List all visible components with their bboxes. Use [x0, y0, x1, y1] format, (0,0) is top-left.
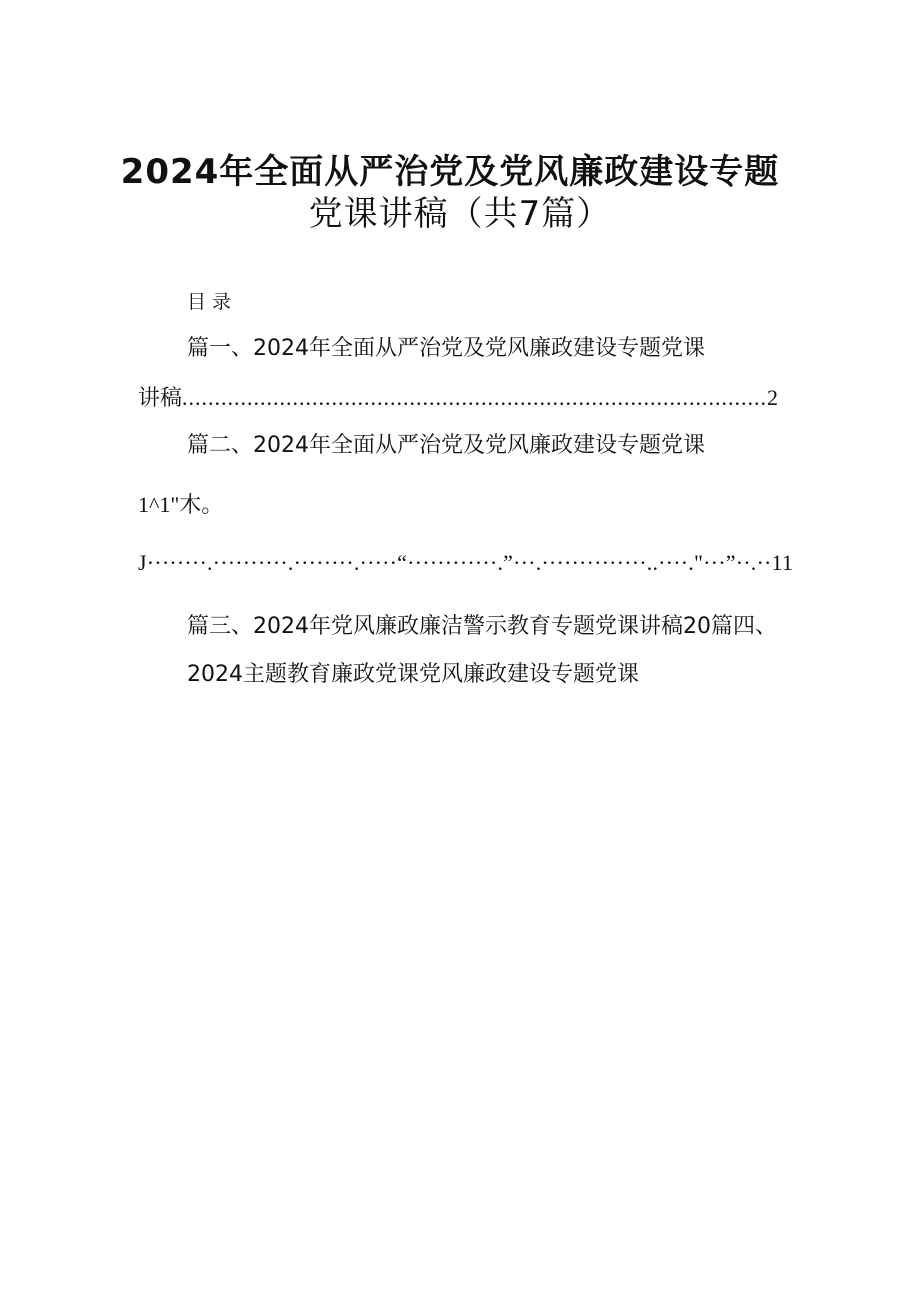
document-title-line-1: 2024年全面从严治党及党风廉政建设专题 [120, 152, 780, 192]
toc-entry-1-line-2[interactable] [138, 383, 778, 414]
toc-entry-3-line-2[interactable]: 2024主题教育廉政党课党风廉政建设专题党课 [187, 662, 639, 687]
document-title-line-2: 党课讲稿（共7篇） [308, 194, 612, 234]
toc-dot-leader [182, 383, 767, 413]
toc-entry-1-line-1[interactable]: 篇一、2024年全面从严治党及党风廉政建设专题党课 [187, 336, 705, 361]
toc-entry-2-line-2[interactable]: 1^1"木。 [138, 492, 224, 517]
toc-entry-2-line-3[interactable]: J········.··········.········.·····“············.”···.··············..····."···”··.··11 [138, 550, 794, 575]
toc-entry-1-page-number: 2 [767, 385, 778, 410]
toc-entry-3-line-1[interactable]: 篇三、2024年党风廉政廉洁警示教育专题党课讲稿20篇四、 [187, 614, 777, 639]
toc-entry-2-line-1[interactable]: 篇二、2024年全面从严治党及党风廉政建设专题党课 [187, 433, 705, 458]
toc-entry-1-text: 讲稿 [138, 386, 183, 411]
toc-heading: 目录 [187, 291, 238, 313]
